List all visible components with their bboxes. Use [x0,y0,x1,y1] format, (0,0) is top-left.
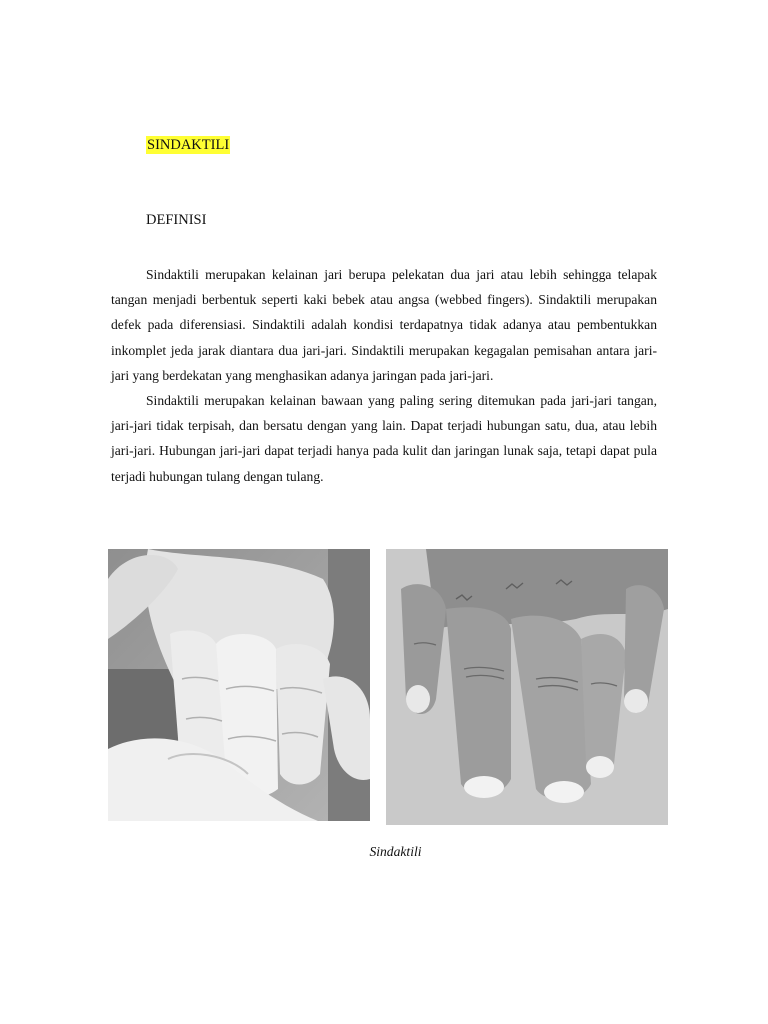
paragraph-2: Sindaktili merupakan kelainan bawaan yang paling sering ditemukan pada jari-jari tangan, jari-jari tidak terpisah, dan bersatu dengan yang lain. Dapat terjadi hubungan satu, dua, atau lebih jari-jari. Hubungan jari-jari dapat terjadi hanya pada kulit dan jaringan lunak saja, tetapi dapat pula terjadi hubungan tulang dengan tulang. [111,393,657,484]
syndactyly-photo-left [108,549,370,821]
document-title: SINDAKTILI [147,137,230,153]
figure-caption-text: Sindaktili [369,844,422,859]
body-text [111,262,657,489]
paragraph-1: Sindaktili merupakan kelainan jari berupa pelekatan dua jari atau lebih sehingga telapak tangan menjadi berbentuk seperti kaki bebek atau angsa (webbed fingers). Sindaktili merupakan defek pada diferensiasi. Sindaktili adalah kondisi terdapatnya tidak adanya atau pembentukkan inkomplet jeda jarak diantara dua jari-jari. Sindaktili merupakan kegagalan pemisahan antara jari-jari yang berdekatan yang menghasikan adanya jaringan pada jari-jari. [111,267,657,383]
section-heading: DEFINISI [146,212,207,228]
figure-caption [0,843,768,861]
syndactyly-photo-right [386,549,668,825]
figure [108,549,668,825]
